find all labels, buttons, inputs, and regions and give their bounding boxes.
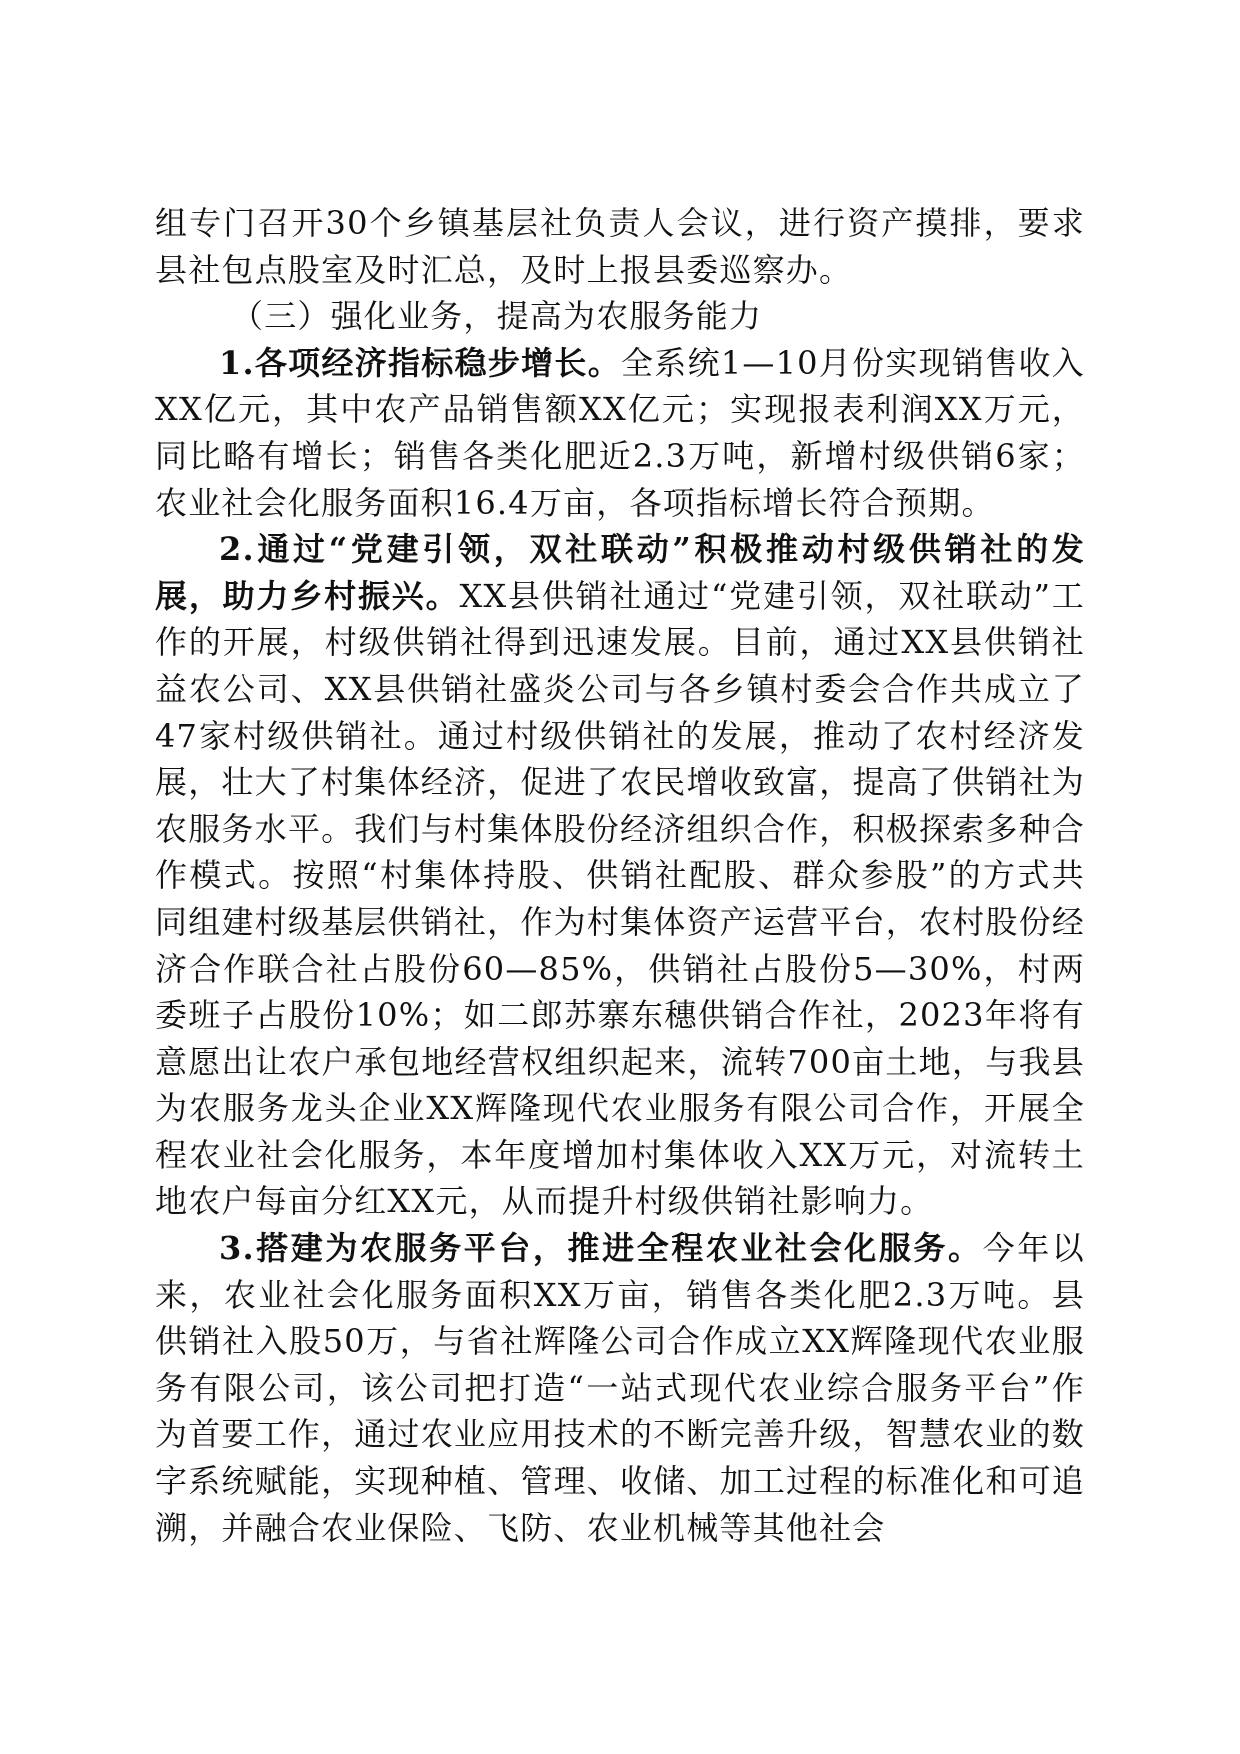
item-3-lead: 3.搭建为农服务平台，推进全程农业社会化服务。 bbox=[219, 1229, 983, 1268]
item-1-lead: 1.各项经济指标稳步增长。 bbox=[219, 343, 621, 382]
item-1-paragraph bbox=[155, 340, 1085, 526]
item-1-body: 全系统1—10月份实现销售收入XX亿元，其中农产品销售额XX亿元；实现报表利润XX万元，同比略有增长；销售各类化肥近2.3万吨，新增村级供销6家；农业社会化服务面积16.4万亩，各项指标增长符合预期。 bbox=[155, 343, 1085, 522]
paragraph-continuation: 组专门召开30个乡镇基层社负责人会议，进行资产摸排，要求县社包点股室及时汇总，及时上报县委巡察办。 bbox=[155, 204, 1085, 289]
item-2-lead: 2.通过“党建引领，双社联动”积极推动村级供销社的发展，助力乡村振兴。 bbox=[155, 530, 1085, 615]
item-3-paragraph bbox=[155, 1225, 1085, 1551]
item-2-paragraph bbox=[155, 526, 1085, 1225]
item-3-body: 今年以来，农业社会化服务面积XX万亩，销售各类化肥2.3万吨。县供销社入股50万，与省社辉隆公司合作成立XX辉隆现代农业服务有限公司，该公司把打造“一站式现代农业综合服务平台”作为首要工作，通过农业应用技术的不断完善升级，智慧农业的数字系统赋能，实现种植、管理、收储、加工过程的标准化和可追溯，并融合农业保险、飞防、农业机械等其他社会 bbox=[155, 1229, 1085, 1547]
item-2-body: XX县供销社通过“党建引领，双社联动”工作的开展，村级供销社得到迅速发展。目前，通过XX县供销社益农公司、XX县供销社盛炎公司与各乡镇村委会合作共成立了47家村级供销社。通过村级供销社的发展，推动了农村经济发展，壮大了村集体经济，促进了农民增收致富，提高了供销社为农服务水平。我们与村集体股份经济组织合作，积极探索多种合作模式。按照“村集体持股、供销社配股、群众参股”的方式共同组建村级基层供销社，作为村集体资产运营平台，农村股份经济合作联合社占股份60—85%，供销社占股份5—30%，村两委班子占股份10%；如二郎苏寨东穗供销合作社，2023年将有意愿出让农户承包地经营权组织起来，流转700亩土地，与我县为农服务龙头企业XX辉隆现代农业服务有限公司合作，开展全程农业社会化服务，本年度增加村集体收入XX万元，对流转土地农户每亩分红XX元，从而提升村级供销社影响力。 bbox=[155, 576, 1085, 1221]
section-heading: （三）强化业务，提高为农服务能力 bbox=[231, 297, 763, 336]
document-page bbox=[155, 200, 1085, 1551]
